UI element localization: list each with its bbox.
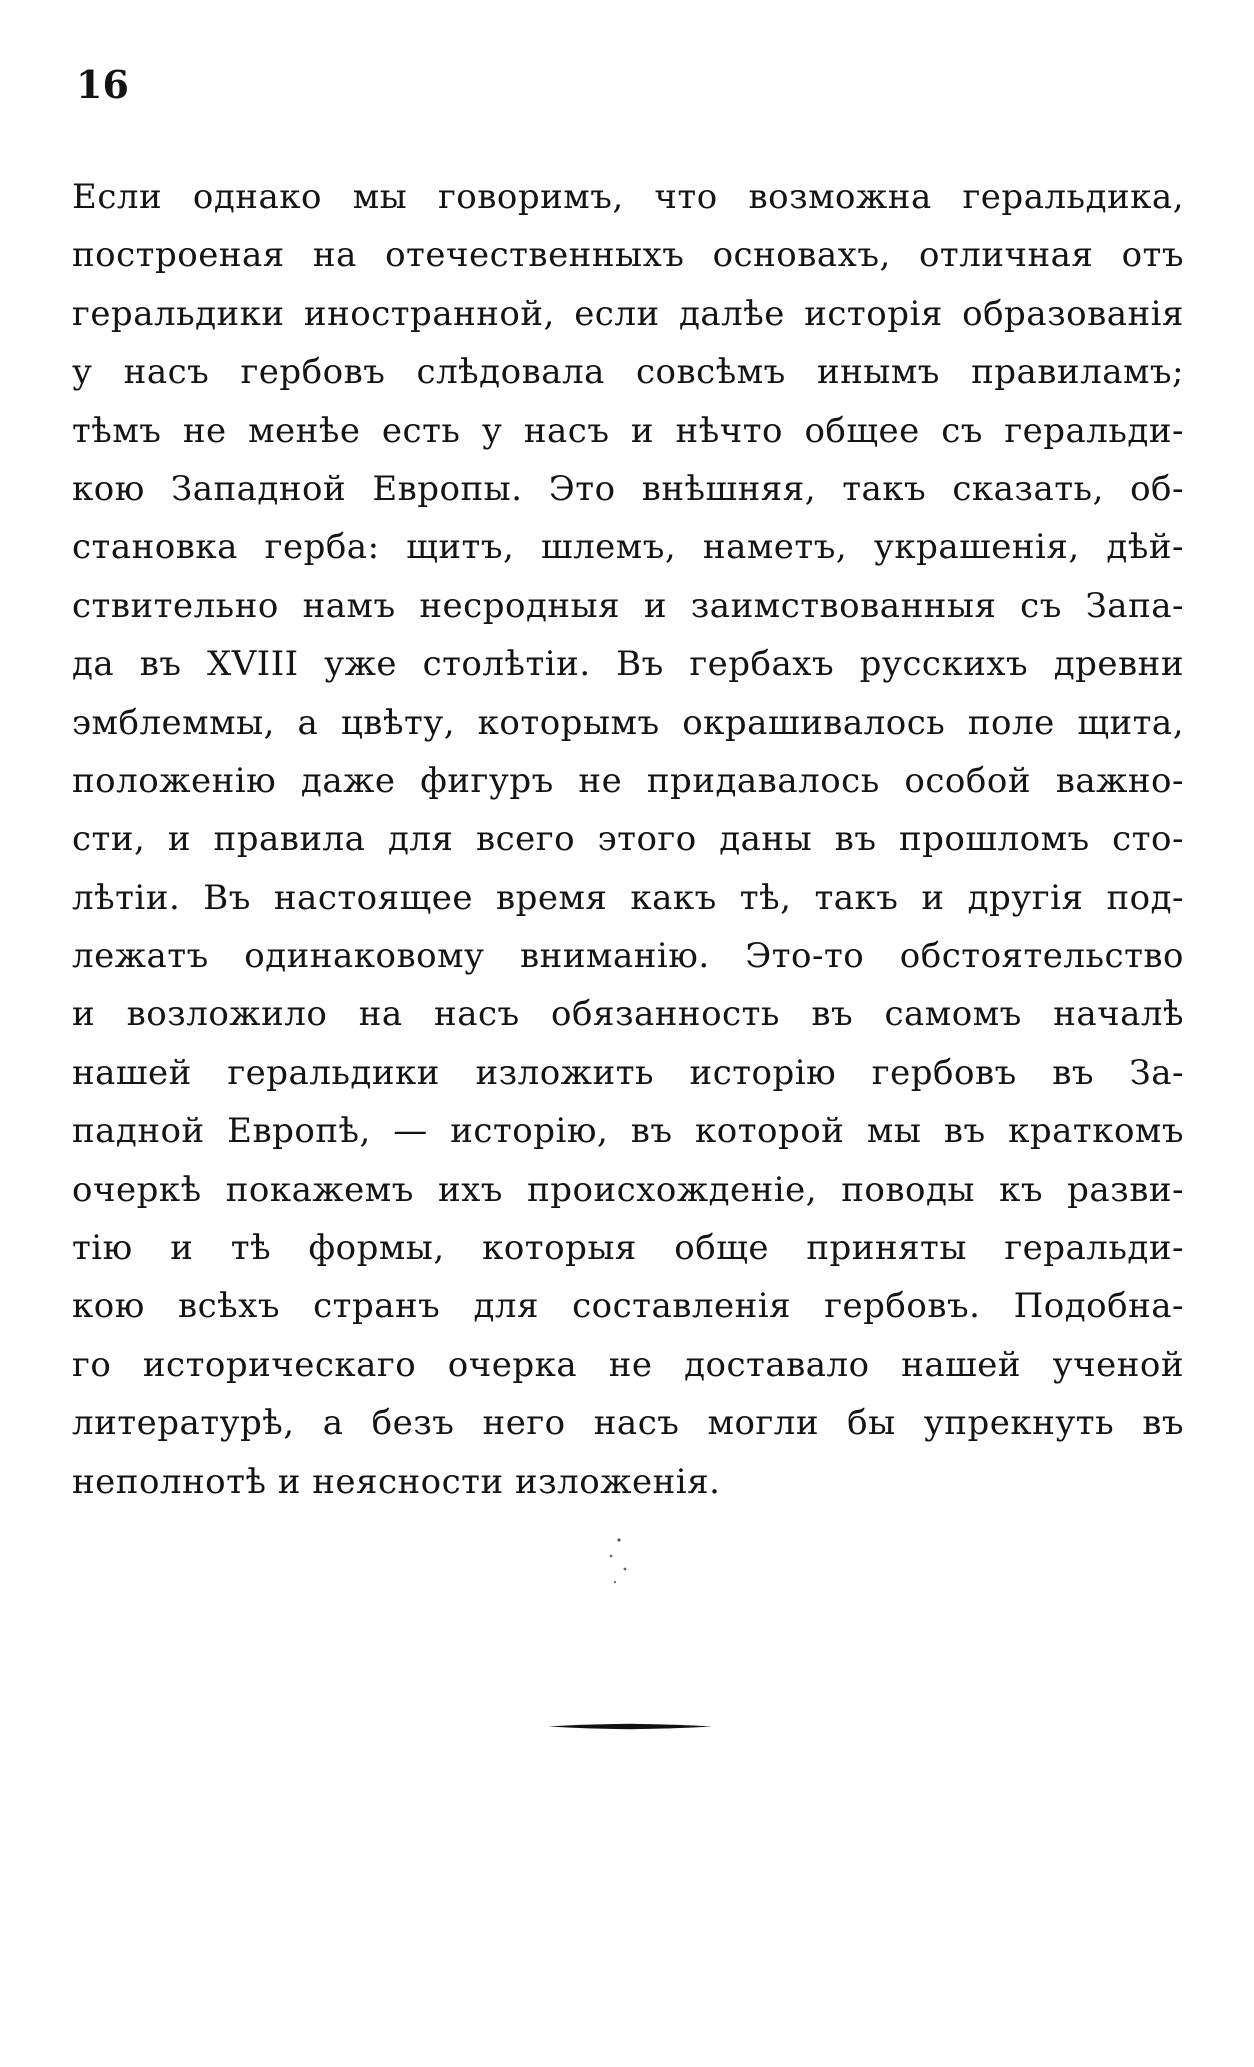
text-line: положенію даже фигуръ не придавалось особой важно- xyxy=(72,760,1184,801)
specks xyxy=(605,1536,635,1586)
text-line: тѣмъ не менѣе есть у насъ и нѣчто общее съ геральди- xyxy=(72,410,1184,451)
text-line: геральдики иностранной, если далѣе исторія образованія xyxy=(72,293,1184,334)
page-number: 16 xyxy=(76,62,129,107)
text-line: ствительно намъ несродныя и заимствованныя съ Запа- xyxy=(72,585,1184,626)
text-line: кою Западной Европы. Это внѣшняя, такъ сказать, об- xyxy=(72,468,1184,509)
text-line: лѣтіи. Въ настоящее время какъ тѣ, такъ и другія под- xyxy=(72,877,1184,918)
horizontal-rule xyxy=(548,1723,712,1730)
text-line: падной Европѣ, — исторію, въ которой мы въ краткомъ xyxy=(72,1111,1184,1152)
text-line: построеная на отечественныхъ основахъ, отличная отъ xyxy=(72,235,1184,276)
text-line: нашей геральдики изложить исторію гербовъ въ За- xyxy=(72,1052,1184,1093)
text-line: тію и тѣ формы, которыя обще приняты геральди- xyxy=(72,1228,1184,1269)
text-line: у насъ гербовъ слѣдовала совсѣмъ инымъ правиламъ; xyxy=(72,352,1184,393)
text-line: го историческаго очерка не доставало нашей ученой xyxy=(72,1344,1184,1385)
text-line: литературѣ, а безъ него насъ могли бы упрекнуть въ xyxy=(72,1403,1184,1444)
text-line: кою всѣхъ странъ для составленія гербовъ. Подобна- xyxy=(72,1286,1184,1327)
text-line: очеркѣ покажемъ ихъ происхожденіе, поводы къ разви- xyxy=(72,1169,1184,1210)
text-line: лежатъ одинаковому вниманію. Это-то обстоятельство xyxy=(72,936,1184,977)
text-line: эмблеммы, а цвѣту, которымъ окрашивалось поле щита, xyxy=(72,702,1184,743)
text-line: становка герба: щитъ, шлемъ, наметъ, украшенія, дѣй- xyxy=(72,527,1184,568)
text-line: да въ XVIII уже столѣтіи. Въ гербахъ русскихъ древни xyxy=(72,644,1184,685)
text-line: неполнотѣ и неясности изложенія. xyxy=(72,1461,721,1502)
text-line: Если однако мы говоримъ, что возможна геральдика, xyxy=(72,177,1184,217)
body-text xyxy=(72,168,1184,1511)
text-line: сти, и правила для всего этого даны въ прошломъ сто- xyxy=(72,819,1184,860)
text-line: и возложило на насъ обязанность въ самомъ началѣ xyxy=(72,994,1184,1035)
